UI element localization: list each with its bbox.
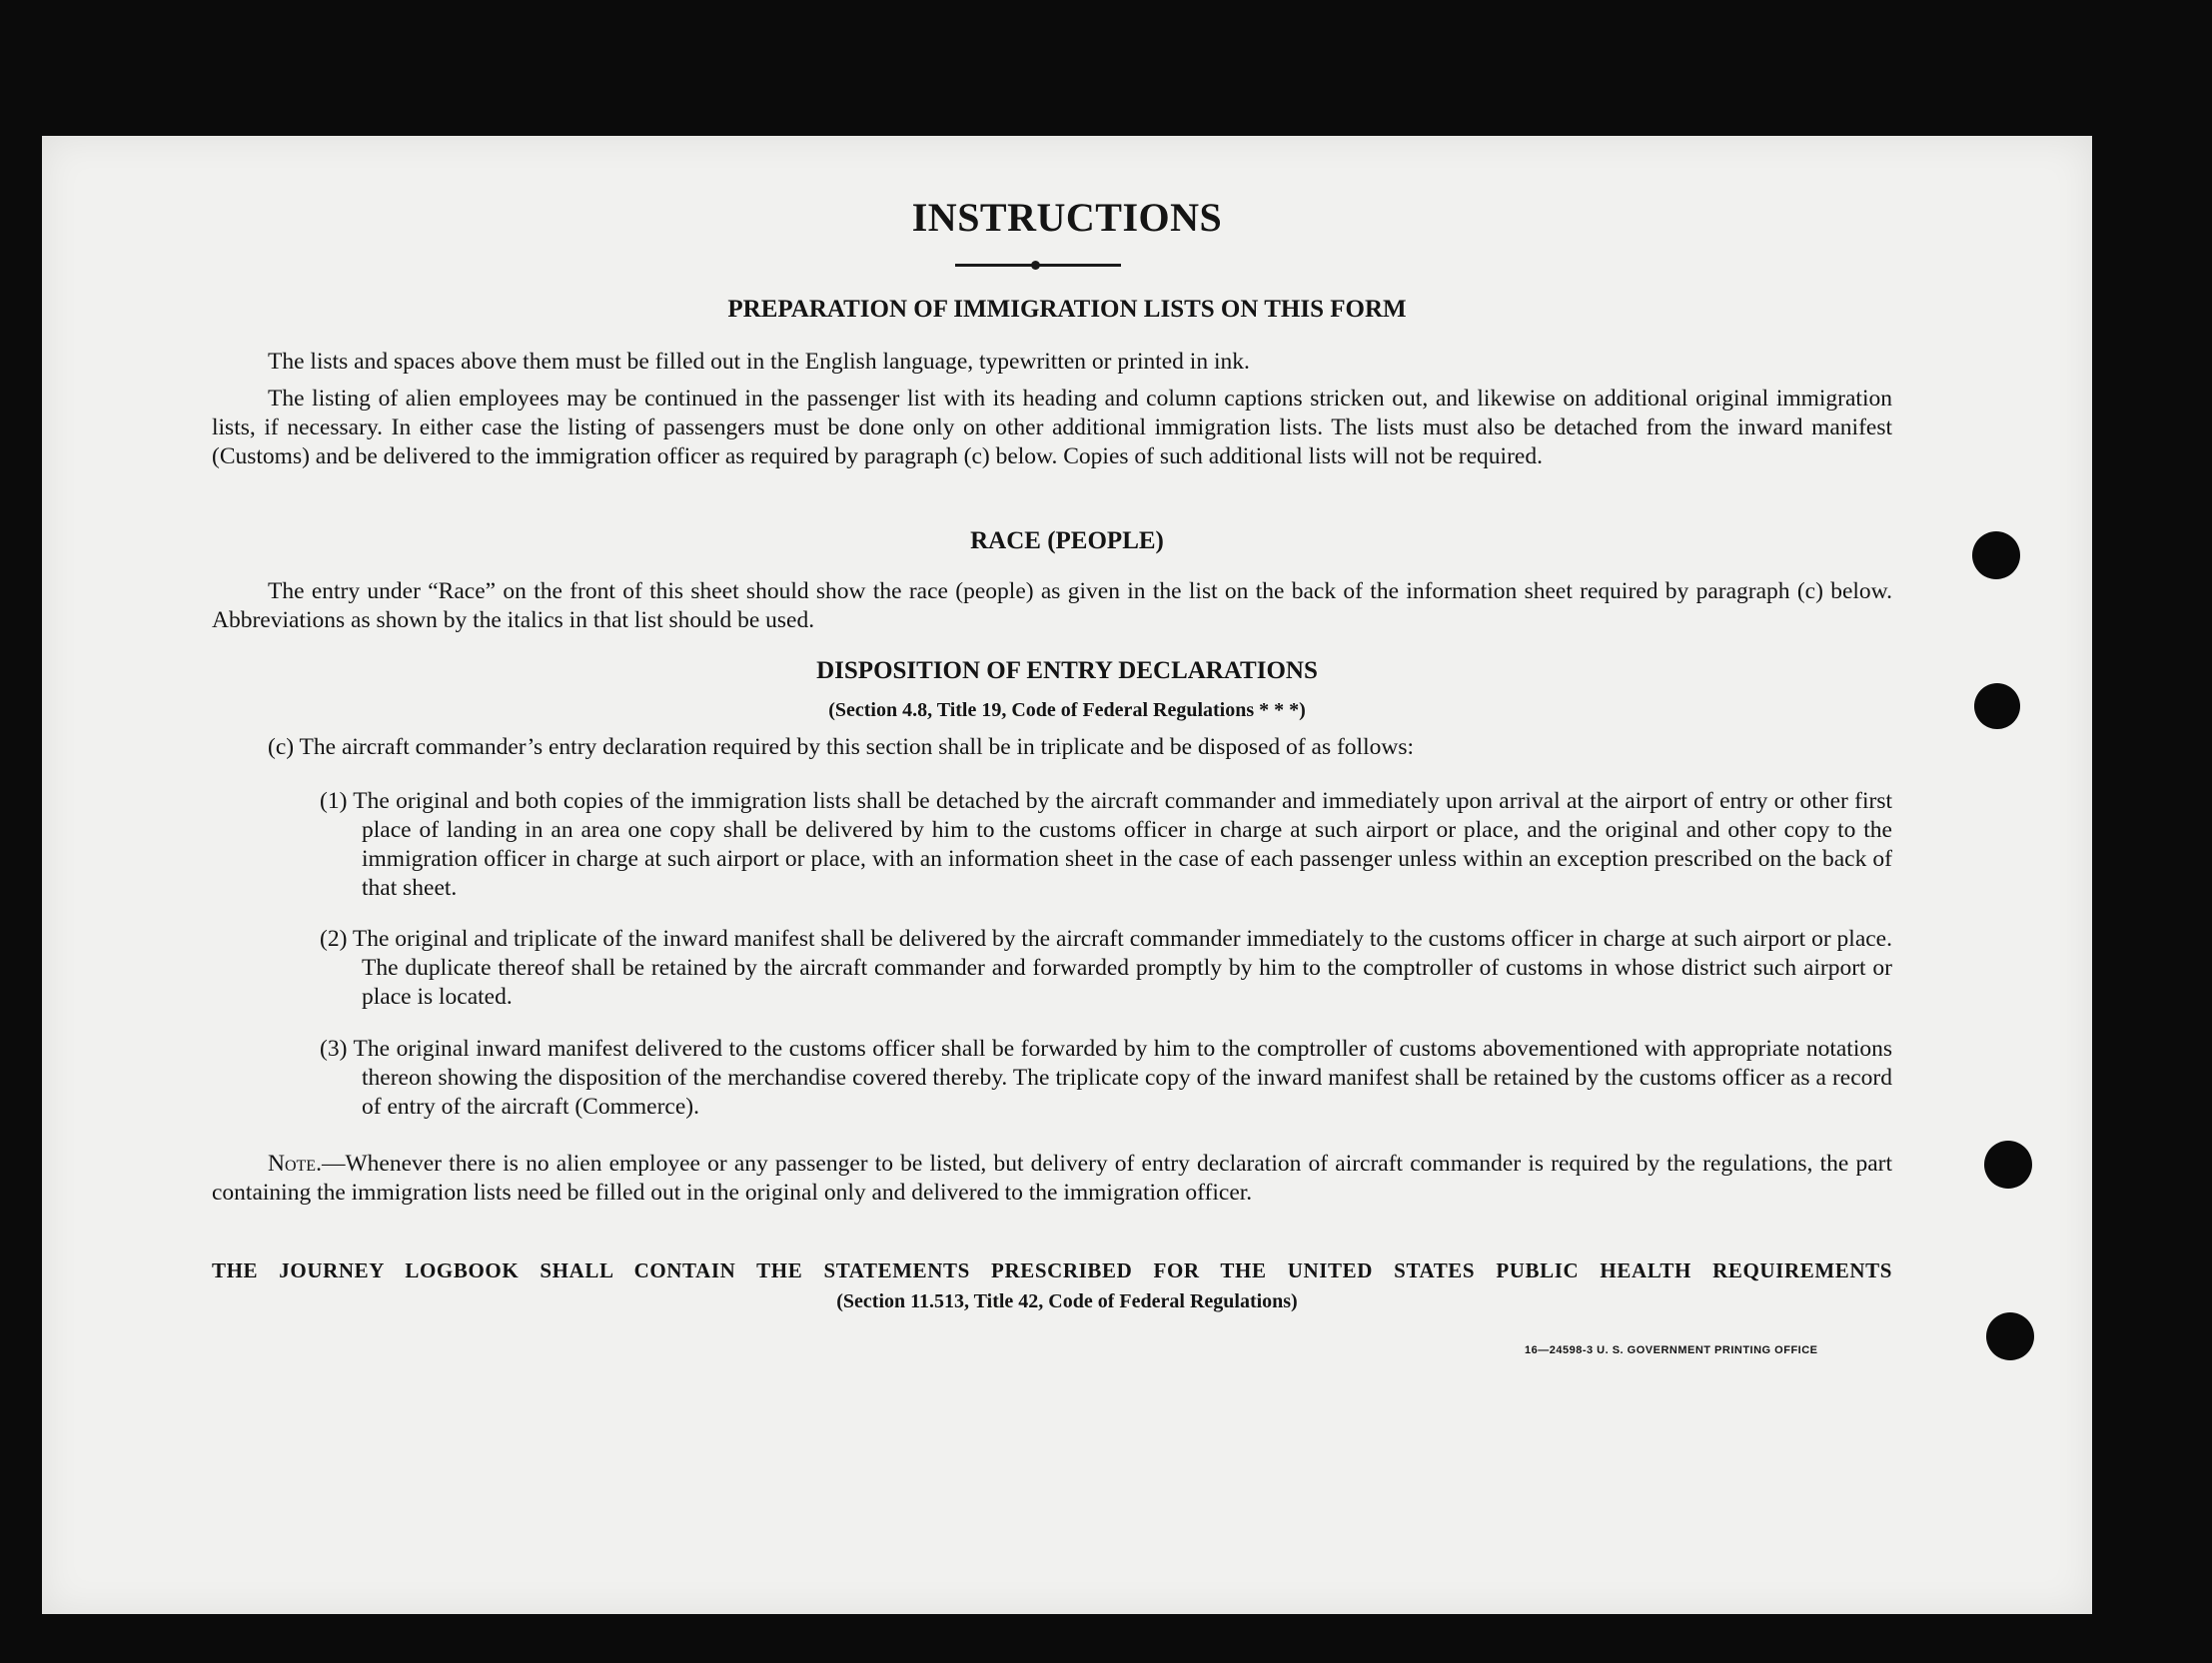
section-body-race bbox=[212, 577, 1892, 635]
health-requirements-subline: (Section 11.513, Title 42, Code of Federal Regulations) bbox=[836, 1290, 1298, 1312]
note-label: Note. bbox=[268, 1151, 322, 1177]
title-underline bbox=[955, 264, 1121, 267]
list-item: (2) The original and triplicate of the inward manifest shall be delivered by the aircraft commander immediately to the customs officer in charge at such airport or place. The duplicate thereof shall be retained by the aircraft commander and forwarded promptly by him to the comptroller of customs in whose district such airport or place is located. bbox=[320, 926, 1892, 1010]
printing-office-code: 16—24598-3 U. S. GOVERNMENT PRINTING OFFICE bbox=[1525, 1344, 1818, 1356]
section-heading-disposition: DISPOSITION OF ENTRY DECLARATIONS bbox=[816, 657, 1318, 684]
health-requirements-line: THE JOURNEY LOGBOOK SHALL CONTAIN THE STATEMENTS PRESCRIBED FOR THE UNITED STATES PUBLIC HEALTH REQUIREMENTS bbox=[212, 1258, 1892, 1282]
paragraph: The listing of alien employees may be continued in the passenger list with its heading and column captions stricken out, and likewise on additional original immigration lists, if necessary. In either case the listing of passengers must be done only on other additional immigration lists. The lists must also be detached from the inward manifest (Customs) and be delivered to the immigration officer as required by paragraph (c) below. Copies of such additional lists will not be required. bbox=[212, 386, 1892, 469]
note-text: —Whenever there is no alien employee or any passenger to be listed, but delivery of entry declaration of aircraft commander is required by the regulations, the part containing the immigration lists need be filled out in the original only and delivered to the immigration officer. bbox=[212, 1151, 1892, 1206]
paragraph: The lists and spaces above them must be filled out in the English language, typewritten or printed in ink. bbox=[268, 349, 1250, 375]
paragraph: The entry under “Race” on the front of this sheet should show the race (people) as given in the list on the back of the information sheet required by paragraph (c) below. Abbreviations as shown by the italics in that list should be used. bbox=[212, 578, 1892, 633]
section-subheading-disposition: (Section 4.8, Title 19, Code of Federal Regulations * * *) bbox=[828, 699, 1306, 721]
list-item: (3) The original inward manifest delivered to the customs officer shall be forwarded by him to the comptroller of customs abovementioned with appropriate notations thereon showing the disposition of the merchandise covered thereby. The triplicate copy of the inward manifest shall be retained by the customs officer as a record of entry of the aircraft (Commerce). bbox=[320, 1036, 1892, 1120]
list-item: (1) The original and both copies of the immigration lists shall be detached by the aircraft commander and immediately upon arrival at the airport of entry or other first place of landing in an area one copy shall be delivered by him to the customs officer in charge at such airport or place, and the original and other copy to the immigration officer in charge at such airport or place, with an information sheet in the case of each passenger unless within an exception prescribed on the back of that sheet. bbox=[320, 788, 1892, 901]
section-body-preparation bbox=[212, 348, 1892, 471]
page-title: INSTRUCTIONS bbox=[911, 195, 1223, 240]
document-sheet bbox=[42, 136, 2092, 1614]
note-paragraph bbox=[212, 1150, 1892, 1208]
punch-hole bbox=[1984, 1141, 2032, 1189]
section-heading-race: RACE (PEOPLE) bbox=[970, 527, 1164, 554]
punch-hole bbox=[1974, 683, 2020, 729]
disposition-intro: (c) The aircraft commander’s entry declaration required by this section shall be in triplicate and be disposed of as follows: bbox=[268, 734, 1414, 760]
section-heading-preparation: PREPARATION OF IMMIGRATION LISTS ON THIS FORM bbox=[727, 296, 1407, 323]
punch-hole bbox=[1972, 531, 2020, 579]
punch-hole bbox=[1986, 1312, 2034, 1360]
